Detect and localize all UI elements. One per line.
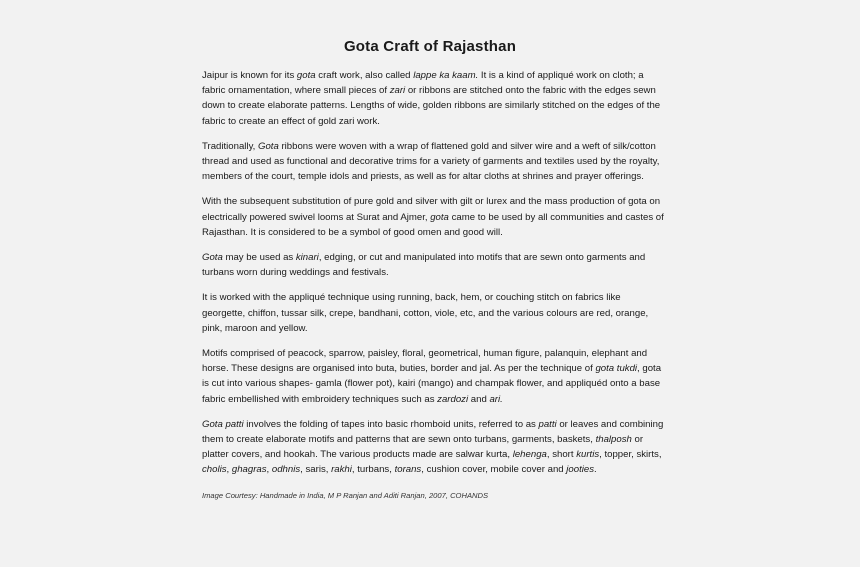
text-run: .	[594, 464, 597, 476]
italic-term: lappe ka kaam.	[413, 70, 479, 81]
text-run: , saris,	[300, 464, 332, 476]
text-run: , cushion cover, mobile cover and	[421, 464, 567, 476]
italic-term: Gota	[257, 140, 279, 152]
italic-term: torans	[394, 464, 422, 476]
paragraph	[202, 194, 664, 240]
italic-term: odhnis	[271, 464, 301, 476]
italic-term: thalposh	[595, 434, 632, 446]
text-run: ,	[226, 464, 232, 476]
text-run: ,	[266, 464, 272, 476]
text-run: ribbons were woven with a wrap of flattened gold and silver wire and a weft of silk/cotton thread and used as functional and decorative trims for a variety of garments and textiles used by the royalty, members of the court, temple idols and priests, as well as for altar cloths at shrines and prayer offerings.	[202, 140, 660, 183]
text-run: , short	[546, 449, 577, 461]
italic-term: patti	[538, 418, 557, 430]
text-run: , edging, or cut and manipulated into motifs that are sewn onto garments and turbans worn during weddings and festivals.	[202, 252, 646, 279]
italic-term: gota tukdi	[595, 363, 638, 375]
text-run: With the subsequent substitution of pure gold and silver with gilt or lurex and the mass production of gota on electrically powered swivel looms at Surat and Ajmer,	[202, 196, 661, 223]
italic-term: ghagras	[231, 464, 267, 476]
italic-term: zari	[389, 85, 406, 97]
text-run: It is a kind of appliqué work on cloth; a fabric ornamentation, where small pieces of	[202, 70, 644, 97]
paragraph	[202, 346, 664, 407]
text-run: may be used as	[222, 252, 296, 264]
italic-term: lehenga	[512, 449, 547, 461]
italic-term: Gota patti	[202, 418, 244, 430]
document-body	[202, 68, 664, 503]
paragraph	[202, 139, 664, 185]
italic-term: rakhi	[331, 464, 352, 476]
image-courtesy-caption: Image Courtesy: Handmade in India, M P Ranjan and Aditi Ranjan, 2007, COHANDS	[202, 490, 489, 500]
italic-term: Gota	[202, 252, 223, 264]
text-run: or ribbons are stitched onto the fabric with the edges sewn down to create elaborate patterns. Lengths of wide, golden ribbons are similarly stitched on the edges of the fabric to create an effect of gold zari work.	[202, 85, 661, 127]
text-run: came to be used by all communities and castes of Rajasthan. It is considered to be a symbol of good omen and good will.	[202, 211, 664, 238]
text-run: Jaipur is known for its	[202, 70, 297, 81]
text-run: , turbans,	[351, 464, 395, 476]
text-run: craft work, also called	[315, 70, 414, 81]
italic-term: cholis	[202, 464, 227, 476]
text-run: and	[468, 393, 490, 405]
italic-term: kurtis	[576, 449, 600, 461]
text-run: involves the folding of tapes into basic rhomboid units, referred to as	[243, 418, 539, 430]
text-run: Traditionally,	[202, 140, 258, 152]
text-run: or leaves and combining them to create elaborate motifs and patterns that are sewn onto turbans, garments, baskets,	[202, 418, 664, 446]
text-run: It is worked with the appliqué technique using running, back, hem, or couching stitch on fabrics like georgette, chiffon, tussar silk, crepe, bandhani, cotton, viole, etc, and the various colours are red, orange, pink, maroon and yellow.	[202, 292, 649, 334]
paragraph	[202, 68, 664, 129]
italic-term: zardozi	[437, 393, 469, 405]
page-title: Gota Craft of Rajasthan	[343, 38, 517, 55]
paragraph-list	[202, 68, 664, 478]
italic-term: gota	[430, 211, 449, 223]
text-run: , topper, skirts,	[599, 449, 662, 461]
italic-term: ari.	[489, 393, 503, 405]
paragraph	[202, 250, 664, 280]
paragraph	[202, 417, 664, 478]
text-run: or platter covers, and hookah. The various products made are salwar kurta,	[202, 434, 644, 461]
italic-term: jooties	[566, 464, 595, 476]
italic-term: kinari	[295, 252, 319, 264]
paragraph	[202, 290, 664, 336]
italic-term: gota	[296, 70, 316, 81]
text-run: , gota is cut into various shapes- gamla (flower pot), kairi (mango) and champak flower, and appliquéd onto a base fabric embellished with embroidery techniques such as	[202, 363, 662, 405]
text-run: Motifs comprised of peacock, sparrow, paisley, floral, geometrical, human figure, palanquin, elephant and horse. These designs are organised into buta, buties, border and jal. As per the technique of	[202, 348, 648, 375]
